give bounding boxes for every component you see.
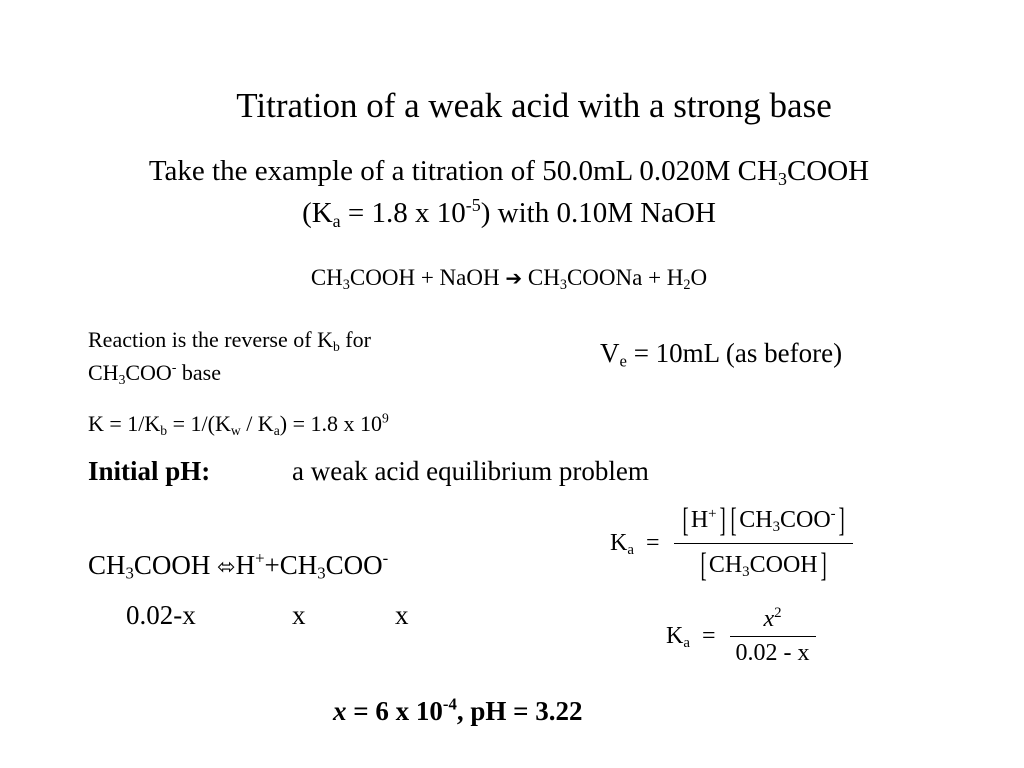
double-arrow-icon: ⬄ [217, 555, 236, 580]
result-line: x = 6 x $10^{-4}$, pH = 3.22 [333, 694, 583, 726]
fraction-bar [674, 543, 853, 544]
ka-denominator: 0.02 - x [735, 640, 810, 666]
ice-acid: 0.02-x [126, 600, 196, 630]
equilibrium-equation: $CH_3COOH$ $⬄H^++CH_3COO^-$ [88, 548, 389, 583]
fraction-bar [730, 636, 816, 637]
slide-title: Titration of a weak acid with a strong base [236, 86, 832, 125]
right-arrow-icon: ➔ [505, 266, 523, 290]
reverse-note-line-1: Reaction is the reverse of $K_b$ for [88, 327, 371, 354]
intro-line-2: ($K_a = 1.8$ x $10^{-5}$) with 0.10M NaOH [302, 194, 716, 232]
ka-denominator: [ $CH_3COOH$] [700, 547, 827, 584]
ka-numerator: $x^2$ [763, 604, 782, 632]
ka-numerator: [ H+] [ $CH_3COO^-$] [682, 502, 845, 539]
equals-sign: = [701, 623, 716, 649]
ice-h: x [292, 600, 306, 630]
equivalence-volume: $V_e = 10mL$ (as before) [600, 338, 843, 371]
reaction-equation: $CH_3COOH$ + NaOH ➔ $CH_3COONa + H_2O$ [310, 265, 708, 293]
ice-acetate: x [395, 600, 409, 630]
initial-ph-label: Initial pH: [88, 456, 211, 486]
reverse-note-line-2: $CH_3COO^-$ base [88, 359, 221, 387]
ka-symbol: $K_a$ [610, 530, 634, 559]
equals-sign: = [645, 530, 660, 556]
ka-symbol: $K_a$ [666, 623, 690, 652]
intro-line-1: Take the example of a titration of 50.0mL 0.020M $CH_3COOH$ [148, 155, 870, 190]
ka-formula-x [666, 606, 816, 667]
ka-formula-concentrations [610, 502, 853, 585]
initial-ph-line [88, 458, 210, 485]
k-expression: $K = 1/K_b = 1/(K_w / K_a) = 1.8$ x $10^9$ [88, 410, 389, 438]
initial-ph-text: a weak acid equilibrium problem [292, 456, 649, 486]
